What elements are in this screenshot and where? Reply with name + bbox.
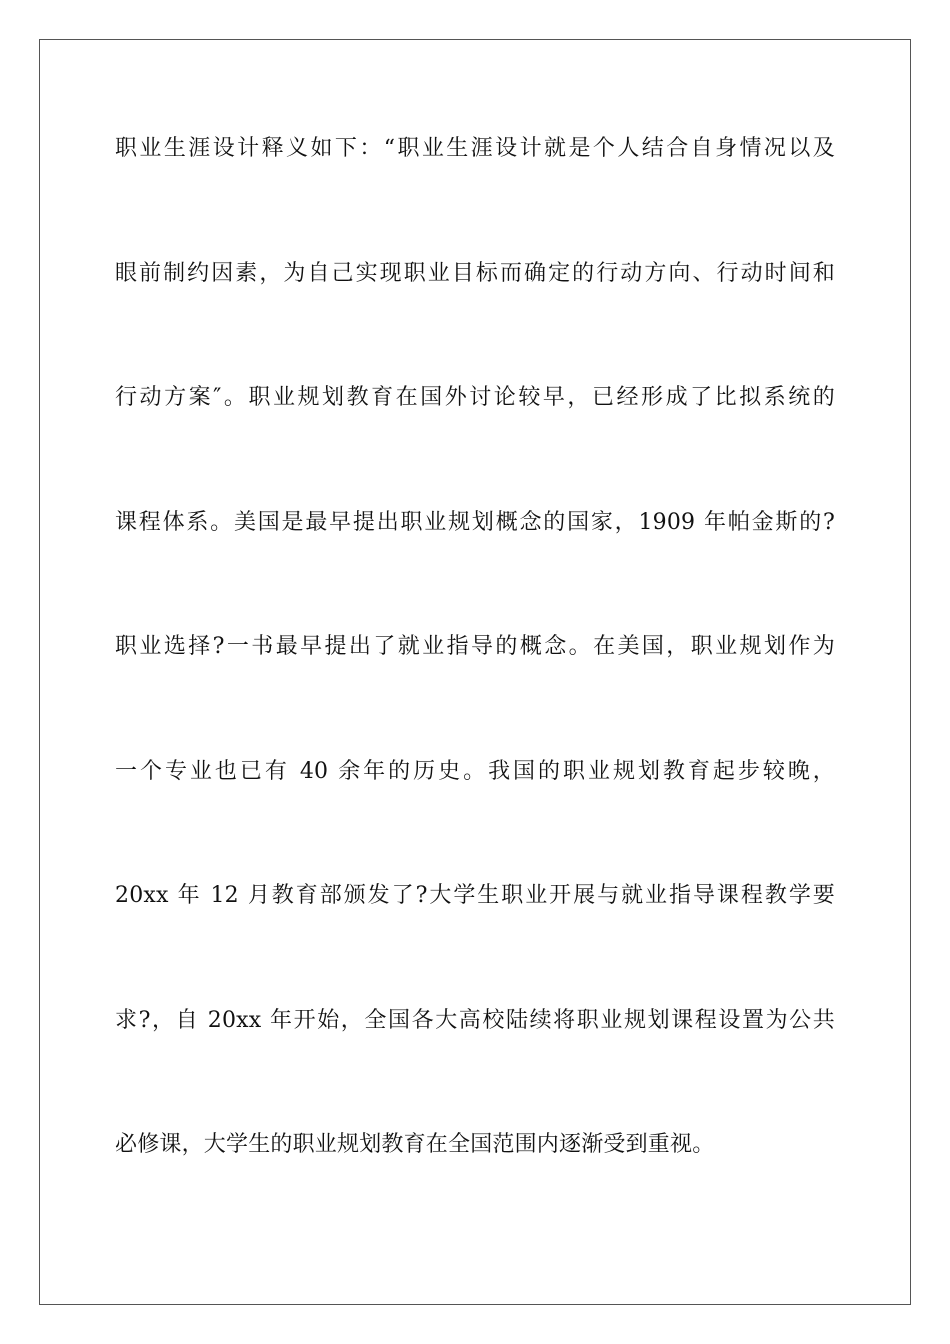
paragraph-line-6: 一个专业也已有 40 余年的历史。我国的职业规划教育起步较晚， [115,759,835,784]
paragraph-line-1: 职业生涯设计释义如下：“职业生涯设计就是个人结合自身情况以及 [115,136,835,161]
paragraph-line-3: 行动方案″。职业规划教育在国外讨论较早，已经形成了比拟系统的 [115,385,835,410]
paragraph-line-7: 20xx 年 12 月教育部颁发了?大学生职业开展与就业指导课程教学要 [115,883,835,908]
page-border [39,39,911,1305]
paragraph-line-9: 必修课，大学生的职业规划教育在全国范围内逐渐受到重视。 [115,1132,715,1157]
paragraph-line-5: 职业选择?一书最早提出了就业指导的概念。在美国，职业规划作为 [115,634,835,659]
paragraph-line-2: 眼前制约因素，为自己实现职业目标而确定的行动方向、行动时间和 [115,261,835,286]
paragraph-line-4: 课程体系。美国是最早提出职业规划概念的国家，1909 年帕金斯的? [115,510,835,535]
paragraph-line-8: 求?，自 20xx 年开始，全国各大高校陆续将职业规划课程设置为公共 [115,1008,835,1033]
